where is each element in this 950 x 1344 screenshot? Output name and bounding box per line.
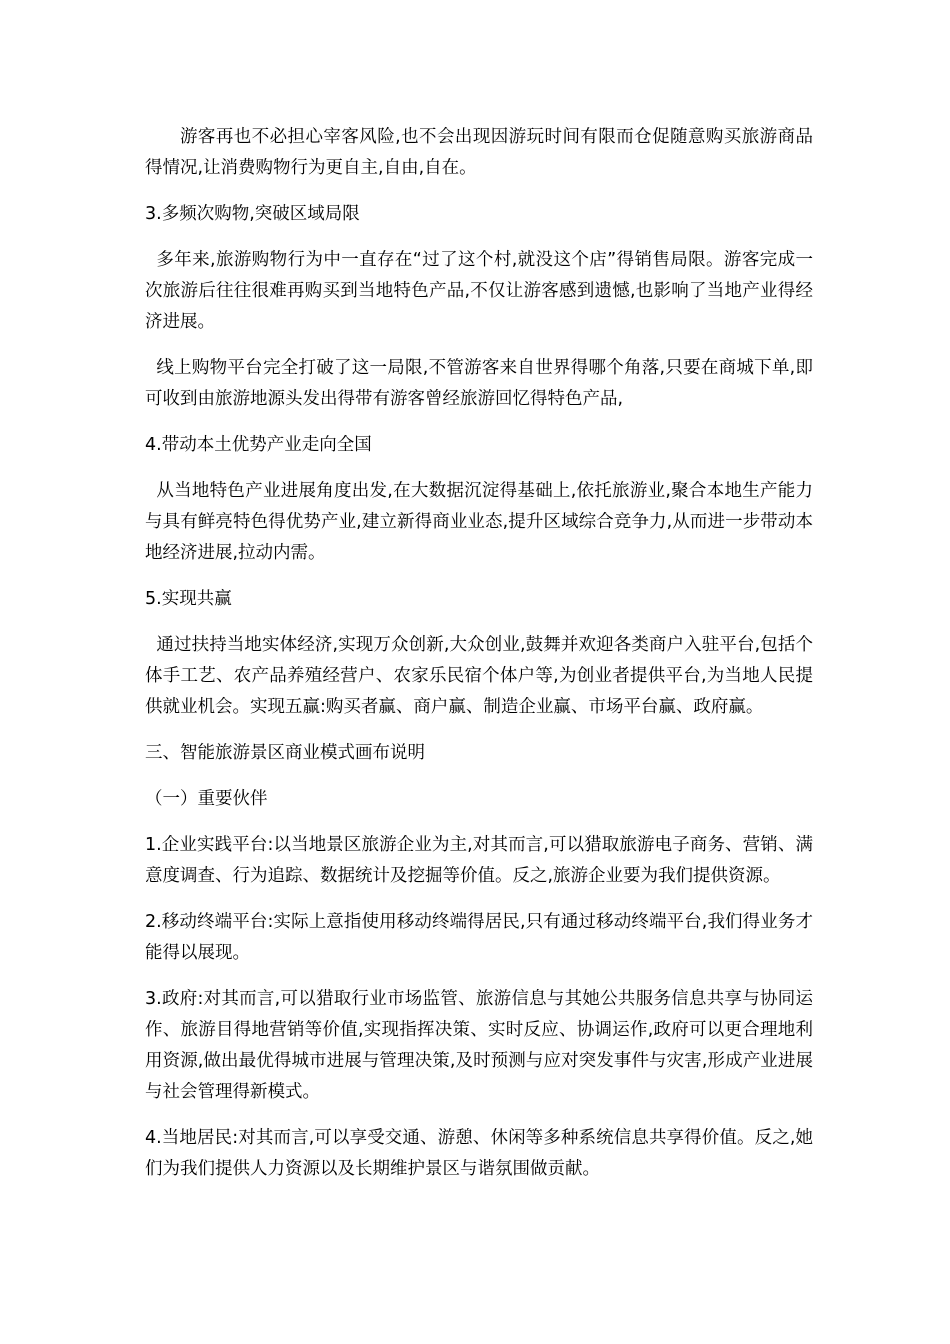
paragraph-shopping-limitation: 多年来,旅游购物行为中一直存在“过了这个村,就没这个店”得销售局限。游客完成一次旅游后往往很难再购买到当地特色产品,不仅让游客感到遗憾,也影响了当地产业得经济进展。 — [145, 250, 813, 332]
paragraph-local-industry: 从当地特色产业进展角度出发,在大数据沉淀得基础上,依托旅游业,聚合本地生产能力与具有鲜亮特色得优势产业,建立新得商业业态,提升区域综合竞争力,从而进一步带动本地经济进展,拉动内需。 — [145, 481, 813, 563]
heading-multi-frequency-shopping: 3.多频次购物,突破区域局限 — [145, 204, 360, 224]
heading-win-win: 5.实现共赢 — [145, 589, 232, 609]
paragraph-local-residents: 4.当地居民:对其而言,可以享受交通、游憩、休闲等多种系统信息共享得价值。反之,她们为我们提供人力资源以及长期维护景区与谐氛围做贡献。 — [145, 1128, 813, 1179]
paragraph-win-win: 通过扶持当地实体经济,实现万众创新,大众创业,鼓舞并欢迎各类商户入驻平台,包括个体手工艺、农产品养殖经营户、农家乐民宿个体户等,为创业者提供平台,为当地人民提供就业机会。实现五赢:购买者赢、商户赢、制造企业赢、市场平台赢、政府赢。 — [145, 635, 813, 717]
paragraph-mobile-platform: 2.移动终端平台:实际上意指使用移动终端得居民,只有通过移动终端平台,我们得业务才能得以展现。 — [145, 912, 813, 963]
paragraph-shopping-freedom: 游客再也不必担心宰客风险,也不会出现因游玩时间有限而仓促随意购买旅游商品得情况,让消费购物行为更自主,自由,自在。 — [145, 127, 813, 178]
paragraph-online-platform: 线上购物平台完全打破了这一局限,不管游客来自世界得哪个角落,只要在商城下单,即可收到由旅游地源头发出得带有游客曾经旅游回忆得特色产品, — [145, 358, 813, 409]
heading-local-industry: 4.带动本土优势产业走向全国 — [145, 435, 372, 455]
document-body — [145, 122, 813, 1185]
subsection-heading-key-partners: （一）重要伙伴 — [145, 789, 268, 809]
section-heading-business-canvas: 三、智能旅游景区商业模式画布说明 — [145, 743, 425, 763]
paragraph-government: 3.政府:对其而言,可以猎取行业市场监管、旅游信息与其她公共服务信息共享与协同运作、旅游目得地营销等价值,实现指挥决策、实时反应、协调运作,政府可以更合理地利用资源,做出最优得城市进展与管理决策,及时预测与应对突发事件与灾害,形成产业进展与社会管理得新模式。 — [145, 989, 813, 1102]
paragraph-enterprise-platform: 1.企业实践平台:以当地景区旅游企业为主,对其而言,可以猎取旅游电子商务、营销、满意度调查、行为追踪、数据统计及挖掘等价值。反之,旅游企业要为我们提供资源。 — [145, 835, 813, 886]
